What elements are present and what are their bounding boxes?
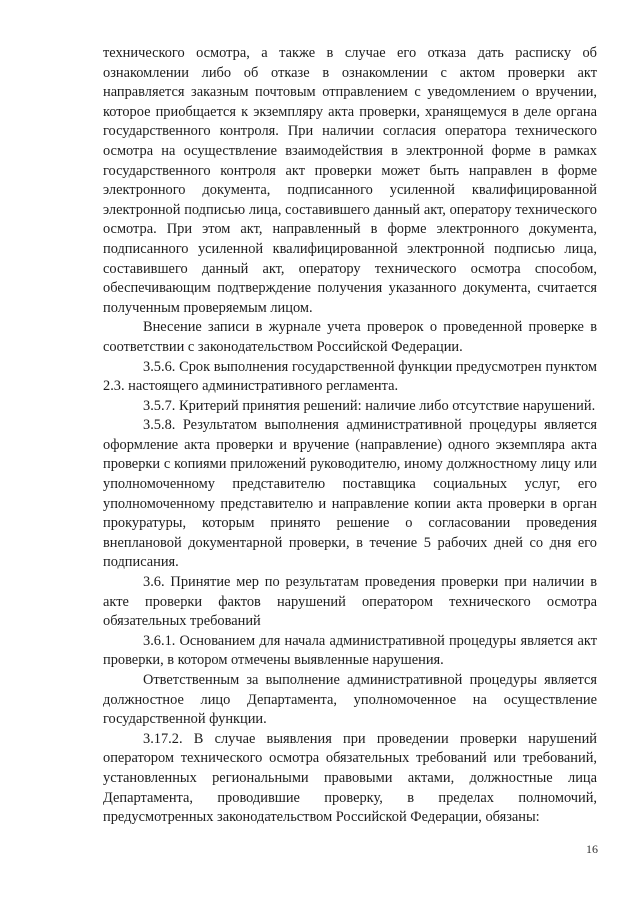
paragraph-3-5-7: 3.5.7. Критерий принятия решений: наличие либо отсутствие нарушений. (143, 397, 596, 414)
paragraph-3-5-8: 3.5.8. Результатом выполнения административной процедуры является оформление акта проверки и вручение (направление) одного экземпляра акта проверки с копиями приложений руководителю, иному должностному лицу или уполномоченному представителю поставщика социальных услуг, его уполномоченному представителю и направление копии акта проверки в орган прокуратуры, которым принято решение о согласовании проведения внеплановой документарной проверки, в течение 5 рабочих дней со дня его подписания. (103, 417, 597, 571)
page-number: 16 (586, 842, 598, 856)
paragraph-3-17-2: 3.17.2. В случае выявления при проведении проверки нарушений оператором технического осмотра обязательных требований или требований, установленных региональными правовыми актами, должностные лица Департамента, проводившие проверку, в пределах полномочий, предусмотренных законодательством Российской Федерации, обязаны: (103, 730, 597, 826)
paragraph-3-6-1: 3.6.1. Основанием для начала административной процедуры является акт проверки, в котором отмечены выявленные нарушения. (103, 632, 597, 669)
paragraph-journal-entry: Внесение записи в журнале учета проверок о проведенной проверке в соответствии с законодательством Российской Федерации. (103, 319, 597, 355)
document-body (103, 44, 597, 828)
paragraph-3-5-6: 3.5.6. Срок выполнения государственной функции предусмотрен пунктом 2.3. настоящего административного регламента. (103, 358, 597, 395)
section-heading-3-6: 3.6. Принятие мер по результатам проведения проверки при наличии в акте проверки фактов нарушений оператором технического осмотра обязательных требований (103, 574, 597, 630)
paragraph-responsible-official: Ответственным за выполнение административной процедуры является должностное лицо Департамента, уполномоченное на осуществление государственной функции. (103, 672, 597, 728)
paragraph-act-delivery: технического осмотра, а также в случае его отказа дать расписку об ознакомлении либо об отказе в ознакомлении с актом проверки акт направляется заказным почтовым отправлением с уведомлением о вручении, которое приобщается к экземпляру акта проверки, хранящемуся в деле органа государственного контроля. При наличии согласия оператора технического осмотра на осуществление взаимодействия в электронной форме в рамках государственного контроля акт проверки может быть направлен в форме электронного документа, подписанного усиленной квалифицированной электронной подписью лица, составившего данный акт, оператору технического осмотра. При этом акт, направленный в форме электронного документа, подписанного усиленной квалифицированной электронной подписью лица, составившего данный акт, оператору технического осмотра способом, обеспечивающим подтверждение получения указанного документа, считается полученным проверяемым лицом. (103, 45, 597, 316)
